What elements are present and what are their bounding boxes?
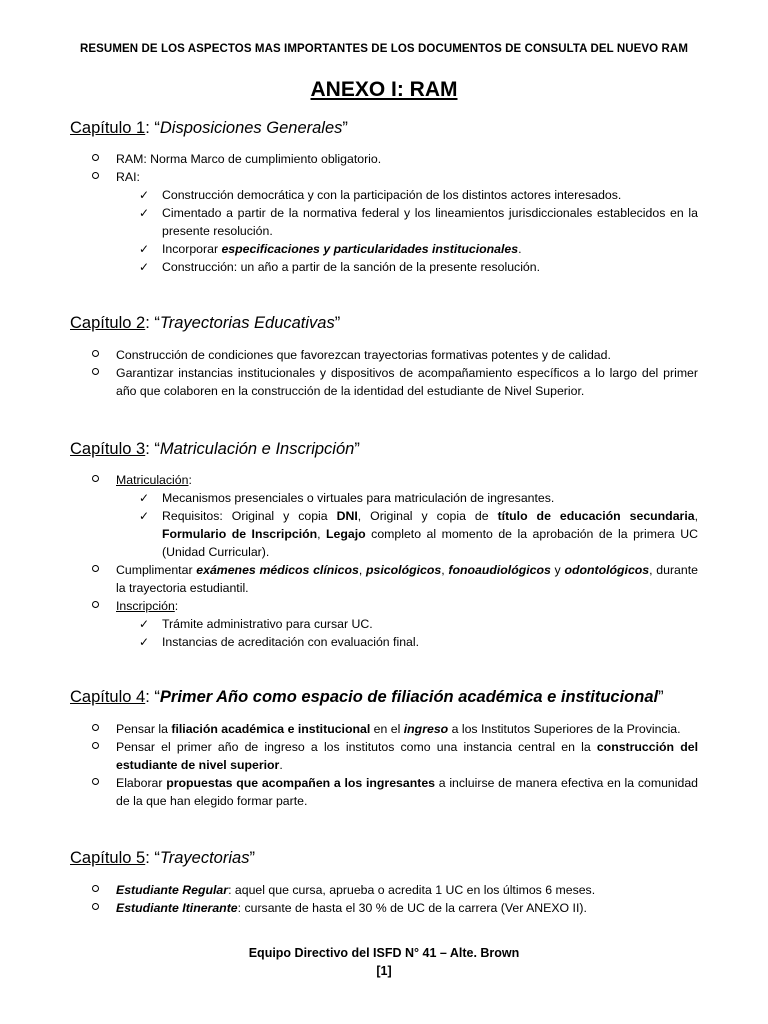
circle-bullet-icon bbox=[92, 885, 99, 892]
chapter-2-title: Trayectorias Educativas bbox=[159, 314, 335, 332]
checkmark-icon: ✓ bbox=[139, 617, 150, 631]
circle-bullet-icon bbox=[92, 742, 99, 749]
checkmark-icon: ✓ bbox=[139, 635, 150, 649]
document-header: RESUMEN DE LOS ASPECTOS MAS IMPORTANTES DE LOS DOCUMENTOS DE CONSULTA DEL NUEVO RAM bbox=[79, 43, 689, 55]
circle-bullet-icon bbox=[92, 172, 99, 179]
chapter-4-title: Primer Año como espacio de filiación académica e institucional bbox=[159, 688, 659, 706]
circle-bullet-icon bbox=[92, 368, 99, 375]
checkmark-icon: ✓ bbox=[139, 260, 150, 274]
chapter-4-heading: Capítulo 4: “Primer Año como espacio de filiación académica e institucional” bbox=[70, 688, 664, 706]
circle-bullet-icon bbox=[92, 903, 99, 910]
list-item: Inscripción: bbox=[0, 597, 768, 615]
list-item: Cumplimentar exámenes médicos clínicos, psicológicos, fonoaudiológicos y odontológicos, durante la trayectoria estudiantil. bbox=[0, 561, 768, 597]
chapter-3-heading: Capítulo 3: “Matriculación e Inscripción” bbox=[70, 440, 360, 458]
circle-bullet-icon bbox=[92, 350, 99, 357]
sub-list-item: ✓ Trámite administrativo para cursar UC. bbox=[139, 617, 373, 631]
circle-bullet-icon bbox=[92, 778, 99, 785]
list-item: Elaborar propuestas que acompañen a los ingresantes a incluirse de manera efectiva en la comunidad de la que han elegido formar parte. bbox=[0, 774, 768, 810]
chapter-4-list bbox=[0, 720, 768, 810]
chapter-3-label: Capítulo 3 bbox=[70, 440, 146, 458]
main-title: ANEXO I: RAM bbox=[310, 78, 458, 101]
footer-text: Equipo Directivo del ISFD N° 41 – Alte. Brown bbox=[248, 946, 520, 960]
chapter-4-label: Capítulo 4 bbox=[70, 688, 146, 706]
sub-list-item: ✓ Construcción: un año a partir de la sanción de la presente resolución. bbox=[139, 260, 541, 274]
list-item: RAM: Norma Marco de cumplimiento obligatorio. bbox=[0, 150, 768, 168]
chapter-2-heading: Capítulo 2: “Trayectorias Educativas” bbox=[70, 314, 341, 332]
chapter-5-list bbox=[0, 881, 768, 917]
chapter-1-list bbox=[0, 150, 768, 276]
chapter-5-heading: Capítulo 5: “Trayectorias” bbox=[70, 849, 255, 867]
circle-bullet-icon bbox=[92, 475, 99, 482]
chapter-5-title: Trayectorias bbox=[159, 849, 250, 867]
chapter-1-title: Disposiciones Generales bbox=[159, 119, 343, 137]
sub-list-item: ✓ Instancias de acreditación con evaluación final. bbox=[139, 635, 420, 649]
sub-list-item: ✓ Construcción democrática y con la participación de los distintos actores interesados. bbox=[139, 188, 622, 202]
list-item: RAI: bbox=[0, 168, 768, 186]
list-item: Estudiante Regular: aquel que cursa, aprueba o acredita 1 UC en los últimos 6 meses. bbox=[0, 881, 768, 899]
list-item: Pensar la filiación académica e institucional en el ingreso a los Institutos Superiores de la Provincia. bbox=[0, 720, 768, 738]
chapter-2-label: Capítulo 2 bbox=[70, 314, 146, 332]
chapter-1-heading: Capítulo 1: “Disposiciones Generales” bbox=[70, 119, 348, 137]
list-item: Garantizar instancias institucionales y dispositivos de acompañamiento específicos a lo largo del primer año que colaboren en la construcción de la identidad del estudiante de Nivel Superior. bbox=[0, 364, 768, 400]
list-item: Construcción de condiciones que favorezcan trayectorias formativas potentes y de calidad. bbox=[0, 346, 768, 364]
list-item: Pensar el primer año de ingreso a los institutos como una instancia central en la construcción del estudiante de nivel superior. bbox=[0, 738, 768, 774]
checkmark-icon: ✓ bbox=[139, 491, 150, 505]
list-item: Estudiante Itinerante: cursante de hasta el 30 % de UC de la carrera (Ver ANEXO II). bbox=[0, 899, 768, 917]
list-item: Matriculación: bbox=[0, 471, 768, 489]
page-number: [1] bbox=[376, 964, 392, 978]
circle-bullet-icon bbox=[92, 565, 99, 572]
sub-list-item: ✓ Incorporar especificaciones y particularidades institucionales. bbox=[139, 242, 522, 256]
chapter-1-label: Capítulo 1 bbox=[70, 119, 146, 137]
sub-list-item: ✓ Cimentado a partir de la normativa federal y los lineamientos jurisdiccionales establecidos en la presente resolución. bbox=[139, 206, 698, 238]
circle-bullet-icon bbox=[92, 154, 99, 161]
sub-list-item: ✓ Mecanismos presenciales o virtuales para matriculación de ingresantes. bbox=[139, 491, 555, 505]
chapter-3-list bbox=[0, 471, 768, 651]
circle-bullet-icon bbox=[92, 601, 99, 608]
chapter-2-list bbox=[0, 346, 768, 400]
chapter-5-label: Capítulo 5 bbox=[70, 849, 146, 867]
circle-bullet-icon bbox=[92, 724, 99, 731]
checkmark-icon: ✓ bbox=[139, 188, 150, 202]
chapter-3-title: Matriculación e Inscripción bbox=[159, 440, 355, 458]
checkmark-icon: ✓ bbox=[139, 206, 150, 220]
checkmark-icon: ✓ bbox=[139, 242, 150, 256]
checkmark-icon: ✓ bbox=[139, 509, 150, 523]
sub-list-item: ✓ Requisitos: Original y copia DNI, Original y copia de título de educación secundaria, Formulario de Inscripción, Legajo completo al momento de la aprobación de la primera UC (Unidad Curricular). bbox=[139, 509, 698, 559]
